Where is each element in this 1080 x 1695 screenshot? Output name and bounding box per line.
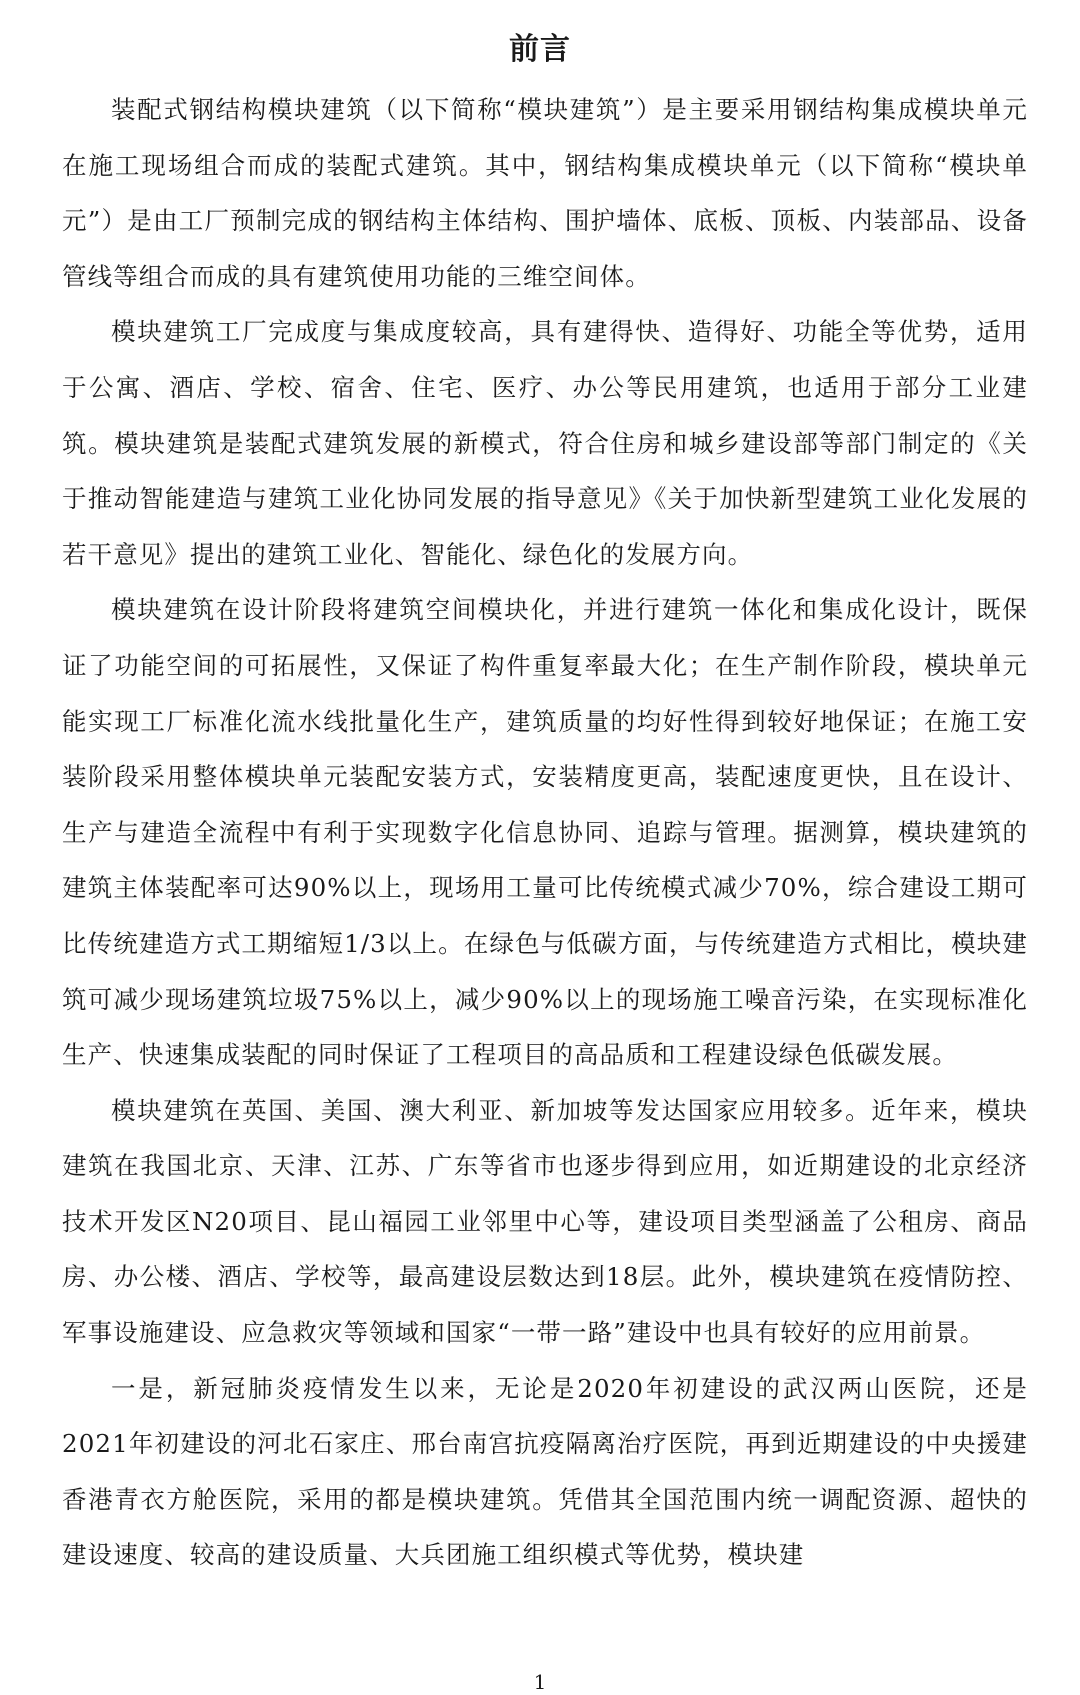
paragraph-design-production: 模块建筑在设计阶段将建筑空间模块化，并进行建筑一体化和集成化设计，既保证了功能空间的可拓展性，又保证了构件重复率最大化；在生产制作阶段，模块单元能实现工厂标准化流水线批量化生产，建筑质量的均好性得到较好地保证；在施工安装阶段采用整体模块单元装配安装方式，安装精度更高，装配速度更快，且在设计、生产与建造全流程中有利于实现数字化信息协同、追踪与管理。据测算，模块建筑的建筑主体装配率可达90%以上，现场用工量可比传统模式减少70%，综合建设工期可比传统建造方式工期缩短1/3以上。在绿色与低碳方面，与传统建造方式相比，模块建筑可减少现场建筑垃圾75%以上，减少90%以上的现场施工噪音污染，在实现标准化生产、快速集成装配的同时保证了工程项目的高品质和工程建设绿色低碳发展。 [62, 595, 1028, 1070]
page-number: 1 [533, 1670, 547, 1694]
paragraph-applications: 模块建筑在英国、美国、澳大利亚、新加坡等发达国家应用较多。近年来，模块建筑在我国北京、天津、江苏、广东等省市也逐步得到应用，如近期建设的北京经济技术开发区N20项目、昆山福园工业邻里中心等，建设项目类型涵盖了公租房、商品房、办公楼、酒店、学校等，最高建设层数达到18层。此外，模块建筑在疫情防控、军事设施建设、应急救灾等领域和国家“一带一路”建设中也具有较好的应用前景。 [62, 1095, 1028, 1348]
paragraph-advantages: 模块建筑工厂完成度与集成度较高，具有建得快、造得好、功能全等优势，适用于公寓、酒店、学校、宿舍、住宅、医疗、办公等民用建筑，也适用于部分工业建筑。模块建筑是装配式建筑发展的新模式，符合住房和城乡建设部等部门制定的《关于推动智能建造与建筑工业化协同发展的指导意见》《关于加快新型建筑工业化发展的若干意见》提出的建筑工业化、智能化、绿色化的发展方向。 [62, 317, 1028, 569]
paragraph-intro: 装配式钢结构模块建筑（以下简称“模块建筑”）是主要采用钢结构集成模块单元在施工现场组合而成的装配式建筑。其中，钢结构集成模块单元（以下简称“模块单元”）是由工厂预制完成的钢结构主体结构、围护墙体、底板、顶板、内装部品、设备管线等组合而成的具有建筑使用功能的三维空间体。 [62, 95, 1028, 291]
page-title: 前言 [509, 32, 571, 67]
document-body [62, 82, 1028, 1583]
paragraph-epidemic: 一是，新冠肺炎疫情发生以来，无论是2020年初建设的武汉两山医院，还是2021年初建设的河北石家庄、邢台南宫抗疫隔离治疗医院，再到近期建设的中央援建香港青衣方舱医院，采用的都是模块建筑。凭借其全国范围内统一调配资源、超快的建设速度、较高的建设质量、大兵团施工组织模式等优势，模块建 [62, 1373, 1028, 1570]
